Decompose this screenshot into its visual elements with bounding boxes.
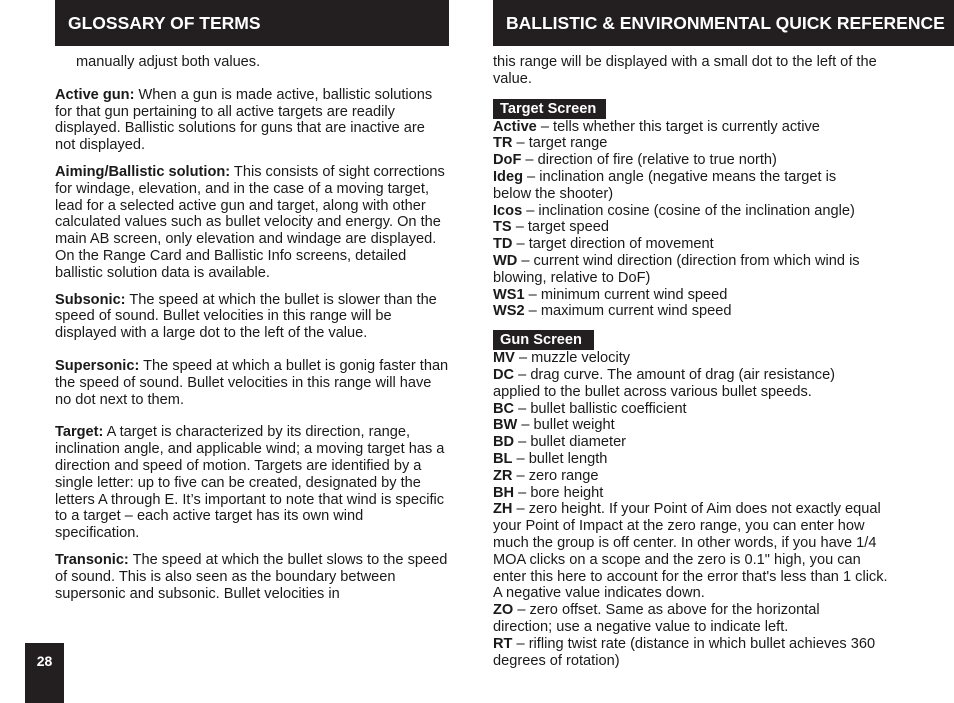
- abbr: DoF: [493, 152, 522, 169]
- abbr: Ideg: [493, 168, 523, 185]
- target-screen-heading: Target Screen: [493, 99, 606, 119]
- target-screen-list: [493, 119, 954, 321]
- gun-item: [493, 602, 843, 636]
- abbr: BD: [493, 434, 515, 451]
- abbr: TD: [493, 236, 513, 253]
- gun-item: [493, 367, 863, 401]
- term-label: Target:: [55, 424, 104, 441]
- abbr-desc: – bullet length: [512, 450, 608, 467]
- term-target: [55, 424, 449, 542]
- term-aiming-solution: [55, 164, 449, 282]
- abbr: ZR: [493, 467, 513, 484]
- gun-item: [493, 468, 888, 485]
- abbr-desc: – current wind direction (direction from which wind is blowing, relative to DoF): [493, 252, 860, 286]
- term-label: Subsonic:: [55, 291, 126, 308]
- abbr: TR: [493, 135, 513, 152]
- abbr: Active: [493, 118, 537, 135]
- target-item: [493, 236, 954, 253]
- reference-body: [493, 46, 954, 669]
- term-desc: A target is characterized by its direction, range, inclination angle, and applicable wind; a moving target has a direction and speed of motion. Targets are identified by a single letter: up to five can be created, designated by the letters A through E. It’s important to note that wind is specific to a target – each active target has its own wind specification.: [55, 424, 445, 542]
- term-transonic: [55, 552, 449, 602]
- gun-item: [493, 350, 888, 367]
- abbr: BW: [493, 417, 518, 434]
- abbr: BH: [493, 484, 515, 501]
- term-label: Transonic:: [55, 551, 129, 568]
- gun-item: [493, 434, 888, 451]
- target-item: [493, 135, 954, 152]
- abbr-desc: – target direction of movement: [512, 236, 714, 253]
- reference-header: BALLISTIC & ENVIRONMENTAL QUICK REFERENCE: [493, 0, 954, 46]
- abbr: RT: [493, 635, 513, 652]
- abbr: WS1: [493, 286, 525, 303]
- term-supersonic: [55, 358, 449, 408]
- abbr-desc: – tells whether this target is currently active: [536, 118, 820, 135]
- target-item: [493, 287, 954, 304]
- abbr-desc: – target speed: [511, 219, 610, 236]
- reference-column: [493, 0, 954, 669]
- abbr-desc: – inclination cosine (cosine of the inclination angle): [522, 202, 855, 219]
- term-label: Aiming/Ballistic solution:: [55, 163, 231, 180]
- abbr: DC: [493, 366, 515, 383]
- abbr: Icos: [493, 202, 523, 219]
- abbr: WS2: [493, 303, 525, 320]
- target-item: [493, 152, 954, 169]
- term-desc: When a gun is made active, ballistic solutions for that gun pertaining to all active targets are readily displayed. Ballistic solutions for guns that are inactive are not displayed.: [55, 86, 433, 154]
- abbr: ZO: [493, 602, 514, 619]
- glossary-body: [55, 46, 449, 602]
- gun-item: [493, 501, 888, 602]
- abbr-desc: – zero range: [512, 467, 599, 484]
- gun-item: [493, 485, 888, 502]
- target-item: [493, 253, 888, 287]
- abbr-desc: – zero height. If your Point of Aim does not exactly equal your Point of Impact at the zero range, you can enter how much the group is off center. In other words, if you have 1/4 MOA clicks on a scope and the zero is 0.1" high, you can enter this here to account for the error that's less than 1 click. A negative value indicates down.: [493, 501, 888, 602]
- abbr: MV: [493, 350, 515, 367]
- term-desc: This consists of sight corrections for windage, elevation, and in the case of a moving target, lead for a selected active gun and target, along with other calculated values such as bullet velocity and energy. On the main AB screen, only elevation and windage are displayed. On the Range Card and Ballistic Info screens, detailed ballistic solution data is available.: [55, 163, 445, 281]
- abbr-desc: – bore height: [514, 484, 604, 501]
- abbr: TS: [493, 219, 512, 236]
- abbr: WD: [493, 252, 518, 269]
- abbr-desc: – inclination angle (negative means the target is below the shooter): [493, 168, 837, 202]
- abbr-desc: – target range: [512, 135, 608, 152]
- abbr-desc: – minimum current wind speed: [524, 286, 728, 303]
- abbr-desc: – direction of fire (relative to true north): [521, 152, 777, 169]
- term-subsonic: [55, 292, 449, 342]
- abbr-desc: – rifling twist rate (distance in which bullet achieves 360 degrees of rotation): [493, 635, 876, 669]
- abbr-desc: – muzzle velocity: [514, 350, 631, 367]
- abbr-desc: – drag curve. The amount of drag (air resistance) applied to the bullet across various bullet speeds.: [493, 366, 836, 400]
- target-item: [493, 169, 873, 203]
- abbr-desc: – maximum current wind speed: [524, 303, 732, 320]
- term-desc: The speed at which the bullet is slower than the speed of sound. Bullet velocities in this range will be displayed with a large dot to the left of the value.: [55, 291, 437, 342]
- target-item: [493, 203, 954, 220]
- gun-item: [493, 636, 883, 670]
- abbr: BC: [493, 400, 515, 417]
- page-number: 28: [25, 643, 64, 703]
- target-item: [493, 219, 954, 236]
- abbr: BL: [493, 450, 513, 467]
- term-active-gun: [55, 87, 449, 154]
- gun-item: [493, 417, 888, 434]
- glossary-continuation: manually adjust both values.: [76, 54, 261, 70]
- abbr-desc: – bullet ballistic coefficient: [514, 400, 687, 417]
- target-item: [493, 303, 954, 320]
- abbr-desc: – zero offset. Same as above for the horizontal direction; use a negative value to indicate left.: [493, 602, 820, 635]
- abbr-desc: – bullet weight: [517, 417, 615, 434]
- term-desc: The speed at which a bullet is gonig faster than the speed of sound. Bullet velocities in this range will have no dot next to them.: [55, 357, 449, 408]
- term-label: Active gun:: [55, 86, 135, 103]
- abbr: ZH: [493, 501, 513, 518]
- glossary-column: [55, 0, 449, 602]
- abbr-desc: – bullet diameter: [514, 434, 627, 451]
- term-desc: The speed at which the bullet slows to the speed of sound. This is also seen as the boundary between supersonic and subsonic. Bullet velocities in: [55, 551, 448, 602]
- reference-continuation: this range will be displayed with a small dot to the left of the value.: [493, 54, 877, 87]
- term-label: Supersonic:: [55, 357, 140, 374]
- target-item: [493, 119, 954, 136]
- gun-screen-list: [493, 350, 888, 669]
- gun-screen-heading: Gun Screen: [493, 330, 594, 350]
- gun-item: [493, 451, 888, 468]
- glossary-header: GLOSSARY OF TERMS: [55, 0, 449, 46]
- gun-item: [493, 401, 888, 418]
